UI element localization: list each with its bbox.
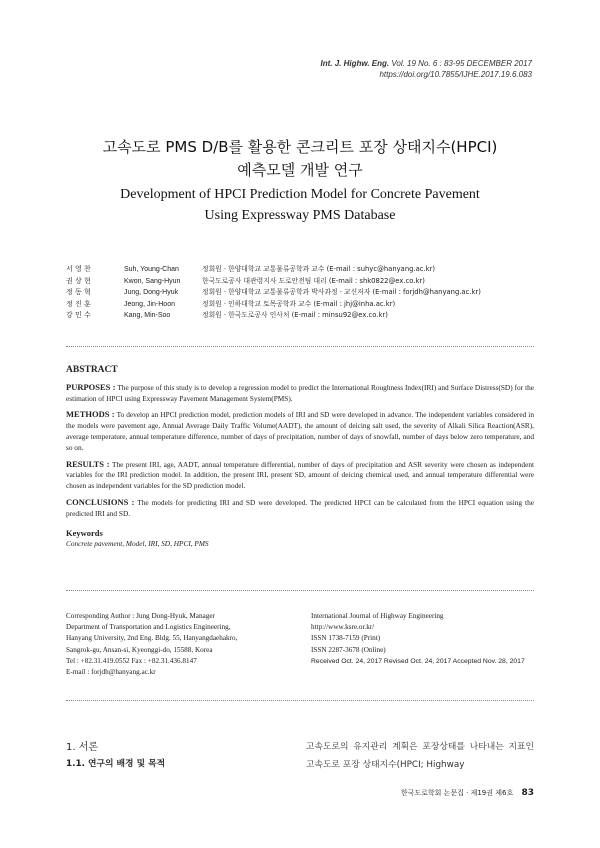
- journal-issue: Vol. 19 No. 6 : 83-95 DECEMBER 2017: [391, 59, 532, 68]
- corr-line: Corresponding Author : Jung Dong-Hyuk, Manager: [66, 612, 215, 620]
- corresponding-author-block: [66, 611, 237, 678]
- journal-header: [321, 58, 533, 80]
- purposes-label: PURPOSES :: [66, 381, 116, 392]
- abstract-methods: [66, 409, 534, 453]
- methods-label: METHODS :: [66, 409, 115, 420]
- conclusions-label: CONCLUSIONS :: [66, 496, 135, 507]
- purposes-text: The purpose of this study is to develop a regression model to predict the International Roughness Index(IRI) and Surface Distress(SD) for the estimation of HPCI using Expressway Pavement Management System(PMS).: [66, 382, 534, 403]
- author-name-en: Kang, Min-Soo: [124, 312, 171, 319]
- author-row: [66, 310, 481, 322]
- author-affiliation: 정회원 · 인하대학교 토목공학과 교수 (E-mail : jhj@inha.ac.kr): [202, 299, 396, 308]
- journal-url[interactable]: http://www.ksre.or.kr/: [311, 623, 375, 632]
- journal-name: Int. J. Highw. Eng.: [320, 59, 390, 68]
- author-affiliation: 정회원 · 한양대학교 교통물류공학과 박사과정 · 교신저자 (E-mail : forjdh@hanyang.ac.kr): [202, 288, 481, 296]
- journal-info-line: International Journal of Highway Engineering: [311, 612, 444, 620]
- journal-info-line: ISSN 1738-7159 (Print): [311, 634, 381, 643]
- footer-journal: 한국도로학회 논문집 · 제19권 제6호: [400, 789, 514, 797]
- results-label: RESULTS :: [66, 458, 110, 469]
- corr-line: Tel : +82.31.419.0552 Fax : +82.31.436.8147: [66, 656, 197, 665]
- keywords-heading: Keywords: [66, 527, 103, 538]
- author-name-en: Jeong, Jin-Hoon: [124, 300, 175, 308]
- author-affiliation: 한국도로공사 대관령지사 도로안전팀 대리 (E-mail : shk0822@ex.co.kr): [202, 276, 425, 285]
- methods-text: To develop an HPCI prediction model, prediction models of IRI and SD were developed in advance. The independent variables considered in the models were pavement age, Annual Average Daily Traffic Volume(AADT), the amount of deicing salt used, the severity of Alkali Silica Reaction(ASR), average temperature, annual temperature difference, number of days of precipitation, number of days of snowfall, number of days below zero temperature, and so on.: [66, 410, 534, 452]
- abstract-conclusions: [66, 497, 534, 520]
- divider: [66, 590, 534, 591]
- section-heading: 1. 서론: [66, 742, 99, 753]
- author-name-ko: 정 진 훈: [66, 299, 91, 308]
- body-text: 고속도로의 유지관리 계획은 포장상태를 나타내는 지표인 고속도로 포장 상태지수(HPCI; Highway: [306, 742, 534, 770]
- abstract-section: [66, 365, 534, 550]
- journal-info-block: [311, 611, 525, 667]
- subsection-heading: 1.1. 연구의 배경 및 목적: [66, 759, 166, 769]
- author-name-ko: 강 민 수: [66, 311, 91, 319]
- title-english-line2: Using Expressway PMS Database: [204, 208, 396, 223]
- author-list: [66, 264, 481, 322]
- author-row: [66, 287, 481, 299]
- corr-line: Hanyang University, 2nd Eng. Bldg. 55, Hanyangdaehakro,: [66, 634, 238, 643]
- divider: [66, 700, 534, 701]
- journal-info-line: ISSN 2287-3678 (Online): [311, 645, 386, 654]
- author-name-ko: 정 동 혁: [66, 288, 91, 296]
- corr-line: Sangrok-gu, Ansan-si, Kyeonggi-do, 15588, Korea: [66, 645, 213, 654]
- page-number: 83: [521, 788, 534, 798]
- author-row: [66, 299, 481, 311]
- conclusions-text: The models for predicting IRI and SD were developed. The predicted HPCI can be calculated from the HPCI equation using the predicted IRI and SD.: [66, 497, 534, 518]
- corr-line: Department of Transportation and Logistics Engineering,: [66, 623, 231, 632]
- author-name-ko: 서 영 찬: [66, 265, 91, 273]
- corr-email[interactable]: E-mail : forjdh@hanyang.ac.kr: [66, 668, 156, 677]
- author-row: [66, 276, 481, 288]
- divider: [66, 346, 534, 347]
- author-affiliation: 정회원 · 한국도로공사 인사처 (E-mail : minsu92@ex.co.kr): [202, 311, 388, 319]
- author-name-en: Kwon, Sang-Hyun: [124, 277, 181, 285]
- author-affiliation: 정회원 · 한양대학교 교통물류공학과 교수 (E-mail : suhyc@hanyang.ac.kr): [202, 265, 436, 273]
- author-name-en: Suh, Young-Chan: [124, 266, 179, 273]
- author-name-ko: 권 상 현: [66, 276, 91, 285]
- keywords-text: Concrete pavement, Model, IRI, SD, HPCI, PMS: [66, 539, 209, 549]
- abstract-results: [66, 459, 534, 492]
- page-footer: [401, 788, 534, 798]
- abstract-purposes: [66, 382, 534, 405]
- journal-doi[interactable]: https://doi.org/10.7855/IJHE.2017.19.6.083: [379, 70, 532, 79]
- title-korean-line2: 예측모델 개발 연구: [237, 161, 363, 179]
- abstract-heading: ABSTRACT: [66, 365, 118, 375]
- author-name-en: Jung, Dong-Hyuk: [124, 289, 179, 296]
- author-row: [66, 264, 481, 276]
- title-korean-line1: 고속도로 PMS D/B를 활용한 콘크리트 포장 상태지수(HPCI): [102, 138, 498, 156]
- paper-dates: Received Oct. 24, 2017 Revised Oct. 24, 2017 Accepted Nov. 28, 2017: [311, 657, 525, 665]
- title-english-line1: Development of HPCI Prediction Model for Concrete Pavement: [120, 187, 480, 202]
- results-text: The present IRI, age, AADT, annual temperature differential, number of days of precipitation and ASR severity were chosen as independent variables for the IRI prediction model. In addition, the present IRI, present SD, amount of deicing chemical used, and annual temperature differential were chosen as independent variables for the SD prediction model.: [66, 459, 534, 491]
